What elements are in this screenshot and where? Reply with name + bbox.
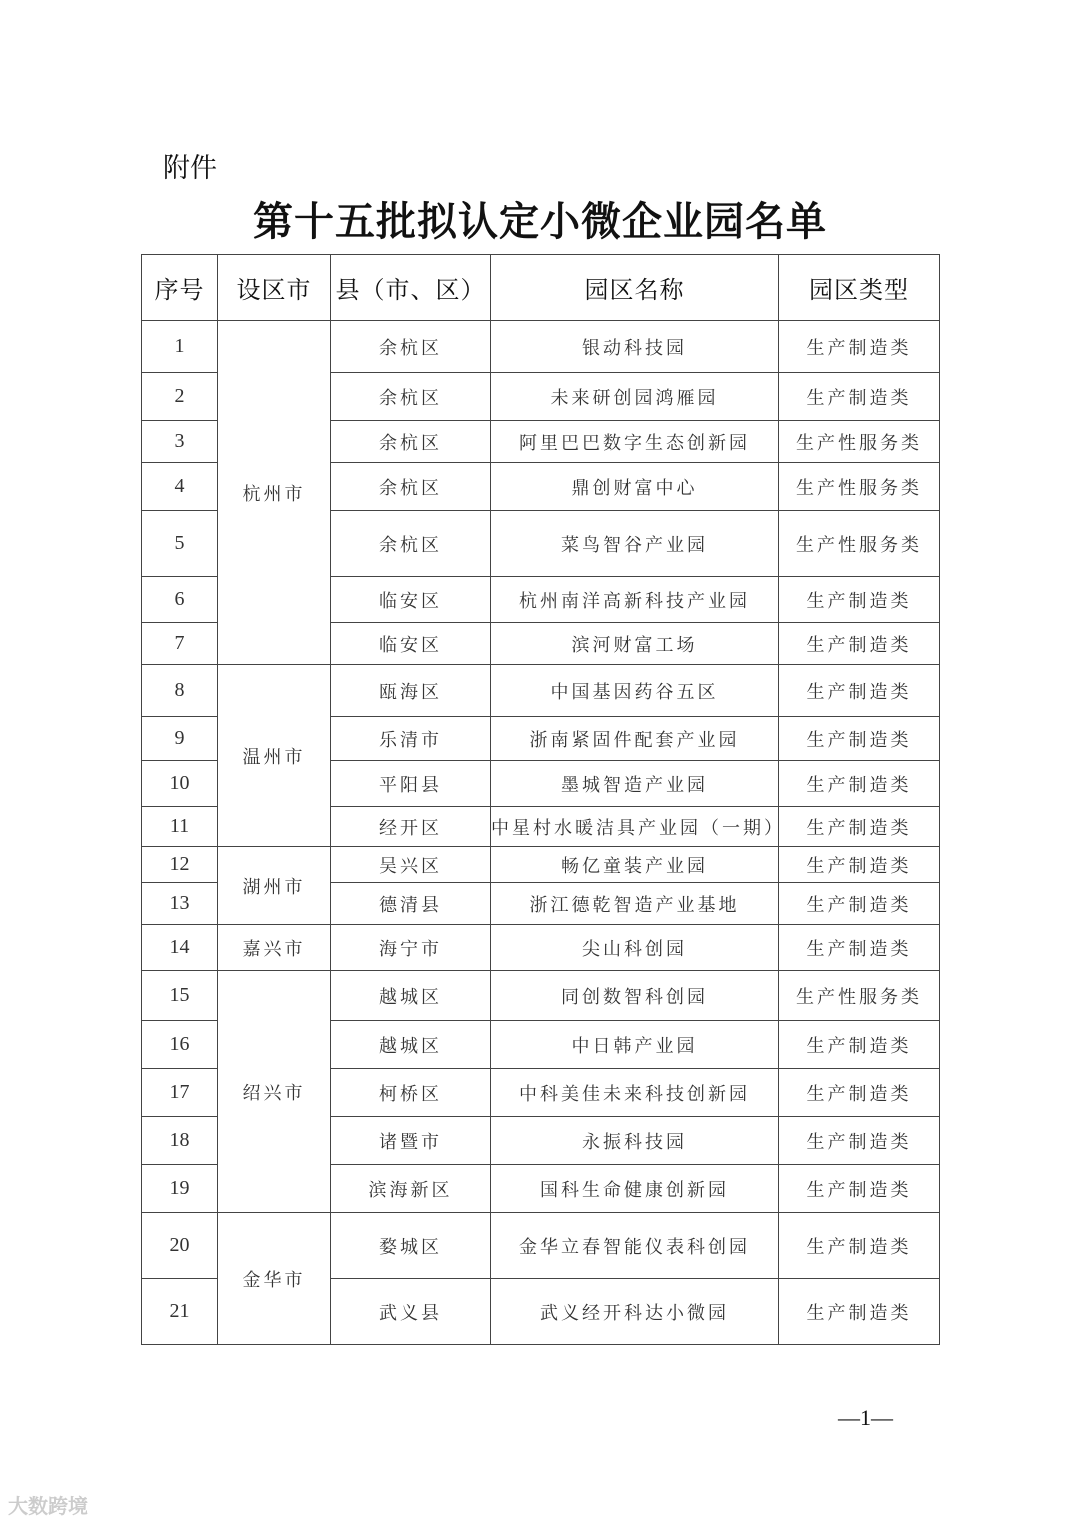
cell-city: 湖州市 [218,847,331,925]
cell-no: 14 [142,925,218,971]
cell-no: 7 [142,623,218,665]
cell-county: 滨海新区 [331,1165,491,1213]
cell-park-type: 生产制造类 [779,1021,940,1069]
cell-county: 诸暨市 [331,1117,491,1165]
table-row [142,321,940,373]
cell-park-name: 浙江德乾智造产业基地 [491,883,779,925]
cell-park-name: 鼎创财富中心 [491,463,779,511]
document-title: 第十五批拟认定小微企业园名单 [253,198,827,245]
header-no: 序号 [142,255,218,321]
cell-park-type: 生产性服务类 [779,511,940,577]
cell-county: 瓯海区 [331,665,491,717]
cell-no: 4 [142,463,218,511]
cell-park-type: 生产制造类 [779,1069,940,1117]
cell-no: 6 [142,577,218,623]
cell-park-type: 生产性服务类 [779,463,940,511]
cell-park-type: 生产性服务类 [779,971,940,1021]
cell-park-name: 滨河财富工场 [491,623,779,665]
cell-park-name: 中日韩产业园 [491,1021,779,1069]
cell-park-name: 墨城智造产业园 [491,761,779,807]
page-number: —1— [838,1405,893,1430]
cell-county: 余杭区 [331,511,491,577]
cell-no: 10 [142,761,218,807]
table-row [142,971,940,1021]
cell-park-name: 同创数智科创园 [491,971,779,1021]
cell-county: 平阳县 [331,761,491,807]
cell-no: 20 [142,1213,218,1279]
cell-no: 21 [142,1279,218,1345]
cell-park-type: 生产制造类 [779,847,940,883]
cell-park-name: 中星村水暖洁具产业园（一期） [491,807,779,847]
cell-city: 金华市 [218,1213,331,1345]
cell-park-type: 生产制造类 [779,1213,940,1279]
cell-no: 17 [142,1069,218,1117]
cell-park-type: 生产制造类 [779,623,940,665]
cell-park-name: 浙南紧固件配套产业园 [491,717,779,761]
cell-park-type: 生产制造类 [779,577,940,623]
cell-park-name: 永振科技园 [491,1117,779,1165]
cell-no: 8 [142,665,218,717]
header-county: 县（市、区） [331,255,491,321]
cell-park-type: 生产性服务类 [779,421,940,463]
cell-park-type: 生产制造类 [779,373,940,421]
watermark-logo: 大数跨境 [8,1494,88,1518]
cell-county: 余杭区 [331,321,491,373]
cell-no: 12 [142,847,218,883]
cell-park-name: 畅亿童装产业园 [491,847,779,883]
cell-park-name: 国科生命健康创新园 [491,1165,779,1213]
table-row [142,925,940,971]
cell-park-type: 生产制造类 [779,925,940,971]
cell-park-name: 杭州南洋高新科技产业园 [491,577,779,623]
table-row [142,1213,940,1279]
cell-county: 乐清市 [331,717,491,761]
cell-no: 5 [142,511,218,577]
cell-city: 温州市 [218,665,331,847]
cell-park-type: 生产制造类 [779,1165,940,1213]
header-city: 设区市 [218,255,331,321]
cell-park-type: 生产制造类 [779,883,940,925]
table-row [142,665,940,717]
cell-no: 1 [142,321,218,373]
cell-no: 3 [142,421,218,463]
cell-city: 杭州市 [218,321,331,665]
cell-county: 余杭区 [331,373,491,421]
attachment-label: 附件 [163,153,217,184]
cell-county: 临安区 [331,577,491,623]
cell-county: 临安区 [331,623,491,665]
cell-city: 绍兴市 [218,971,331,1213]
cell-no: 13 [142,883,218,925]
cell-park-type: 生产制造类 [779,717,940,761]
cell-park-name: 银动科技园 [491,321,779,373]
header-park-name: 园区名称 [491,255,779,321]
table-row [142,847,940,883]
cell-park-type: 生产制造类 [779,1279,940,1345]
cell-park-name: 阿里巴巴数字生态创新园 [491,421,779,463]
cell-park-name: 菜鸟智谷产业园 [491,511,779,577]
cell-park-name: 中国基因药谷五区 [491,665,779,717]
cell-no: 18 [142,1117,218,1165]
cell-county: 德清县 [331,883,491,925]
cell-county: 余杭区 [331,463,491,511]
cell-county: 越城区 [331,971,491,1021]
cell-park-name: 尖山科创园 [491,925,779,971]
cell-park-name: 中科美佳未来科技创新园 [491,1069,779,1117]
cell-park-name: 未来研创园鸿雁园 [491,373,779,421]
cell-park-type: 生产制造类 [779,761,940,807]
cell-county: 余杭区 [331,421,491,463]
cell-no: 16 [142,1021,218,1069]
header-park-type: 园区类型 [779,255,940,321]
cell-park-name: 武义经开科达小微园 [491,1279,779,1345]
table-header-row [142,255,940,321]
cell-no: 15 [142,971,218,1021]
cell-park-type: 生产制造类 [779,665,940,717]
cell-park-type: 生产制造类 [779,321,940,373]
cell-park-type: 生产制造类 [779,1117,940,1165]
cell-city: 嘉兴市 [218,925,331,971]
cell-county: 武义县 [331,1279,491,1345]
cell-no: 2 [142,373,218,421]
cell-county: 婺城区 [331,1213,491,1279]
cell-park-name: 金华立春智能仪表科创园 [491,1213,779,1279]
park-list-table [141,254,940,1345]
cell-county: 柯桥区 [331,1069,491,1117]
cell-no: 11 [142,807,218,847]
cell-no: 19 [142,1165,218,1213]
cell-park-type: 生产制造类 [779,807,940,847]
cell-county: 越城区 [331,1021,491,1069]
cell-county: 吴兴区 [331,847,491,883]
cell-county: 经开区 [331,807,491,847]
cell-no: 9 [142,717,218,761]
cell-county: 海宁市 [331,925,491,971]
